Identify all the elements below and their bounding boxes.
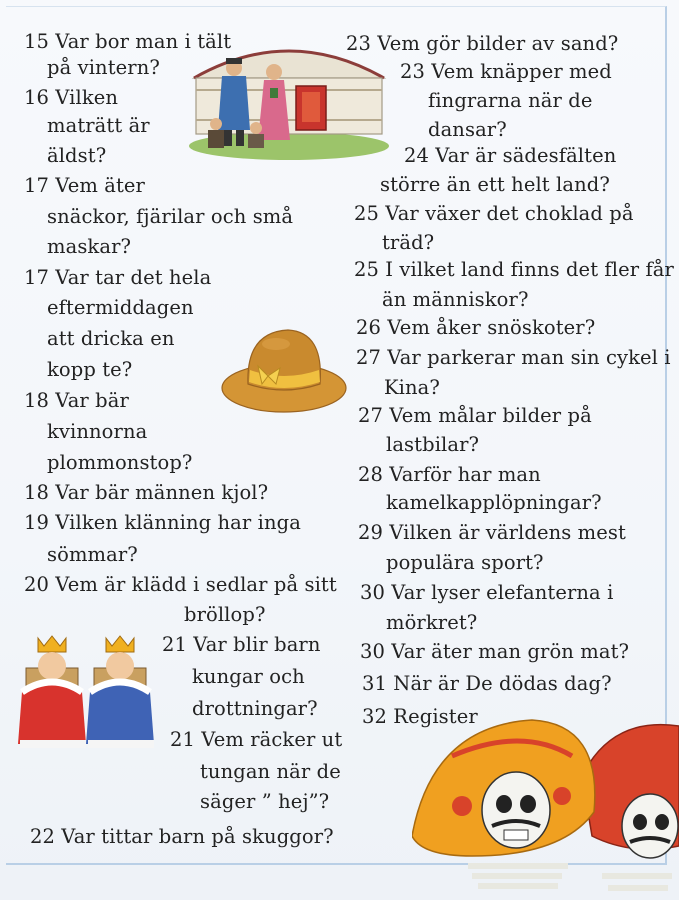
- contents-line: 17 Var tar det hela: [24, 266, 212, 289]
- contents-line: 20 Vem är klädd i sedlar på sitt: [24, 573, 337, 596]
- contents-line: 23 Vem knäpper med: [400, 60, 612, 83]
- contents-line: bröllop?: [184, 603, 266, 626]
- contents-line: på vintern?: [47, 56, 160, 79]
- bowler-hat-illustration-icon: [220, 326, 350, 426]
- contents-line: träd?: [382, 231, 435, 254]
- contents-line: Kina?: [384, 376, 440, 399]
- contents-line: 21 Vem räcker ut: [170, 728, 343, 751]
- contents-line: lastbilar?: [386, 433, 480, 456]
- child-king-and-queen-illustration-icon: [16, 632, 158, 756]
- contents-line: kamelkapplöpningar?: [386, 491, 602, 514]
- contents-line: 25 I vilket land finns det fler får: [354, 258, 674, 281]
- contents-line: tungan när de: [200, 760, 341, 783]
- contents-line: 29 Vilken är världens mest: [358, 521, 626, 544]
- contents-line: 16 Vilken: [24, 86, 119, 109]
- contents-line: kopp te?: [47, 358, 133, 381]
- contents-line: 22 Var tittar barn på skuggor?: [30, 825, 334, 848]
- contents-line: att dricka en: [47, 327, 175, 350]
- contents-line: sömmar?: [47, 543, 138, 566]
- contents-line: än människor?: [382, 288, 529, 311]
- contents-line: 32 Register: [362, 705, 478, 728]
- contents-line: kvinnorna: [47, 420, 148, 443]
- contents-line: drottningar?: [192, 697, 318, 720]
- contents-line: kungar och: [192, 665, 305, 688]
- contents-line: 27 Var parkerar man sin cykel i: [356, 346, 671, 369]
- contents-line: 26 Vem åker snöskoter?: [356, 316, 596, 339]
- contents-line: eftermiddagen: [47, 296, 194, 319]
- contents-line: 15 Var bor man i tält: [24, 30, 232, 53]
- contents-line: säger ” hej”?: [200, 790, 330, 813]
- contents-line: maträtt är: [47, 114, 150, 137]
- contents-line: 24 Var är sädesfälten: [404, 144, 617, 167]
- contents-line: snäckor, fjärilar och små: [47, 205, 294, 228]
- contents-line: 28 Varför har man: [358, 463, 541, 486]
- contents-line: 25 Var växer det choklad på: [354, 202, 634, 225]
- contents-line: 30 Var lyser elefanterna i: [360, 581, 614, 604]
- contents-line: 31 När är De dödas dag?: [362, 672, 612, 695]
- contents-line: 18 Var bär männen kjol?: [24, 481, 269, 504]
- contents-line: större än ett helt land?: [380, 173, 610, 196]
- contents-line: 17 Vem äter: [24, 174, 145, 197]
- contents-line: 30 Var äter man grön mat?: [360, 640, 630, 663]
- contents-line: 23 Vem gör bilder av sand?: [346, 32, 619, 55]
- contents-line: 18 Var bär: [24, 389, 129, 412]
- sombrero-skeletons-illustration-icon: [412, 716, 679, 900]
- contents-line: 19 Vilken klänning har inga: [24, 511, 301, 534]
- contents-line: mörkret?: [386, 611, 478, 634]
- contents-line: fingrarna när de: [428, 89, 593, 112]
- contents-line: dansar?: [428, 118, 507, 141]
- contents-line: 27 Vem målar bilder på: [358, 404, 592, 427]
- contents-line: maskar?: [47, 235, 132, 258]
- contents-line: populära sport?: [386, 551, 544, 574]
- contents-line: plommonstop?: [47, 451, 193, 474]
- contents-line: äldst?: [47, 144, 107, 167]
- contents-line: 21 Var blir barn: [162, 633, 321, 656]
